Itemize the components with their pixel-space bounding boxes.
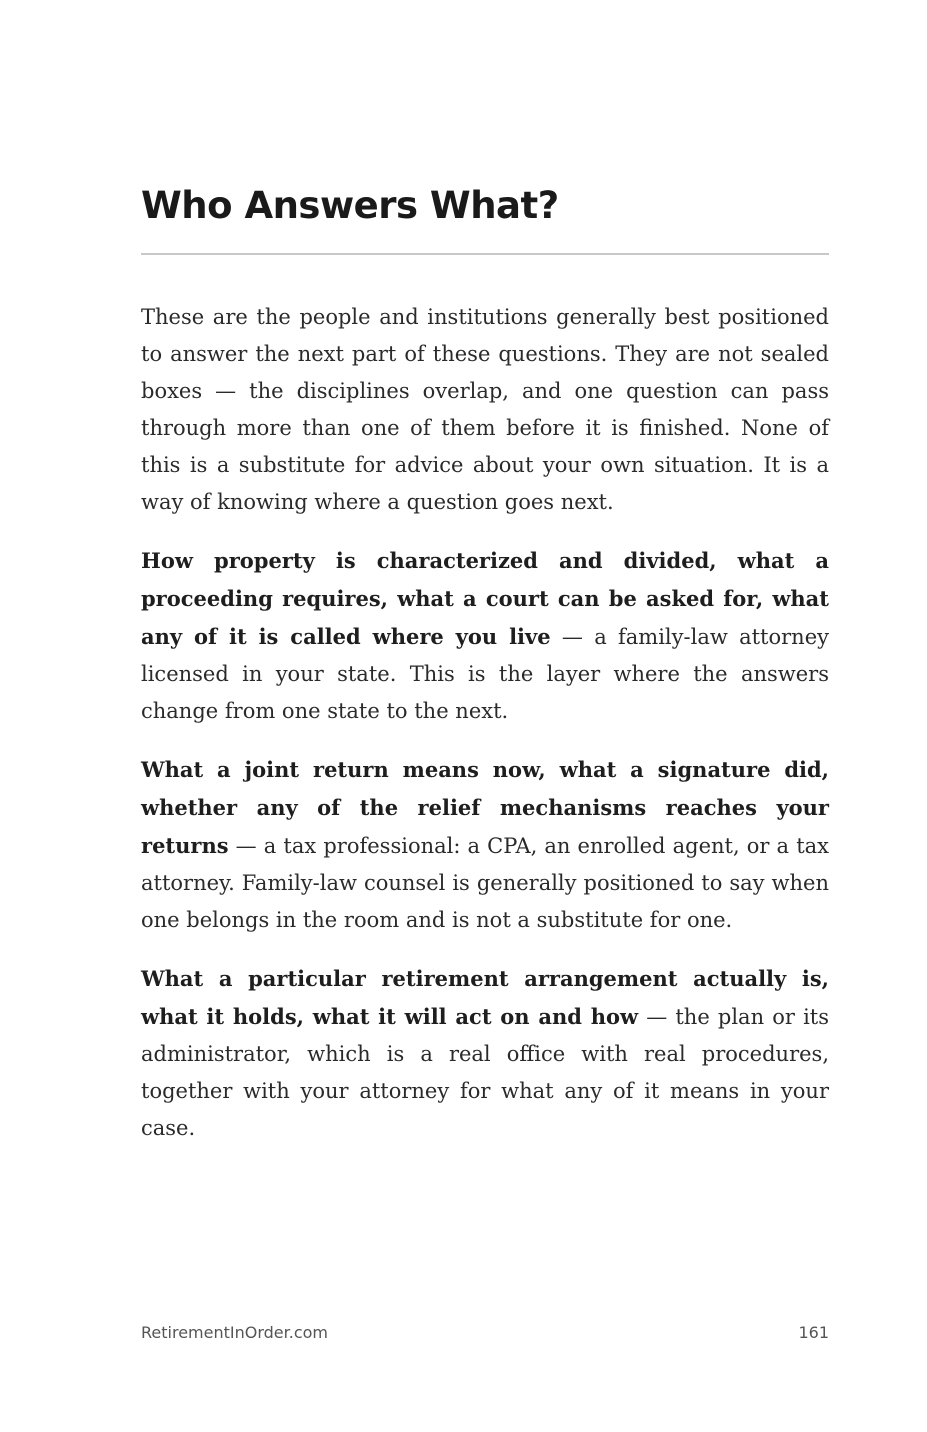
paragraph-text: — a family-law attorney licensed in your state. This is the layer where the answers change from one state to the next. (141, 625, 829, 723)
book-page (141, 0, 829, 1432)
paragraph-family-law (141, 542, 829, 730)
paragraph-lead-in: What a joint return means now, what a signature did, whether any of the relief mechanisms reaches your returns (141, 757, 829, 858)
paragraph-lead-in: What a particular retirement arrangement actually is, what it holds, what it will act on and how (141, 966, 829, 1029)
paragraph-text: — the plan or its administrator, which is a real office with real procedures, together with your attorney for what any of it means in your case. (141, 1005, 829, 1140)
paragraph-intro (141, 299, 829, 521)
paragraph-text: — a tax professional: a CPA, an enrolled agent, or a tax attorney. Family-law counsel is generally positioned to say when one belongs in the room and is not a substitute for one. (141, 834, 829, 932)
page-number: 161 (798, 1323, 829, 1342)
title-divider (141, 253, 829, 255)
paragraph-lead-in: How property is characterized and divided, what a proceeding requires, what a court can be asked for, what any of it is called where you live (141, 548, 829, 649)
page-title: Who Answers What? (141, 184, 559, 227)
footer-website: RetirementInOrder.com (141, 1323, 328, 1342)
paragraph-retirement-plan (141, 960, 829, 1147)
paragraph-text: These are the people and institutions generally best positioned to answer the next part of these questions. They are not sealed boxes — the disciplines overlap, and one question can pass through more than one of them before it is finished. None of this is a substitute for advice about your own situation. It is a way of knowing where a question goes next. (141, 305, 829, 514)
body-text (141, 299, 829, 1168)
paragraph-tax (141, 751, 829, 939)
